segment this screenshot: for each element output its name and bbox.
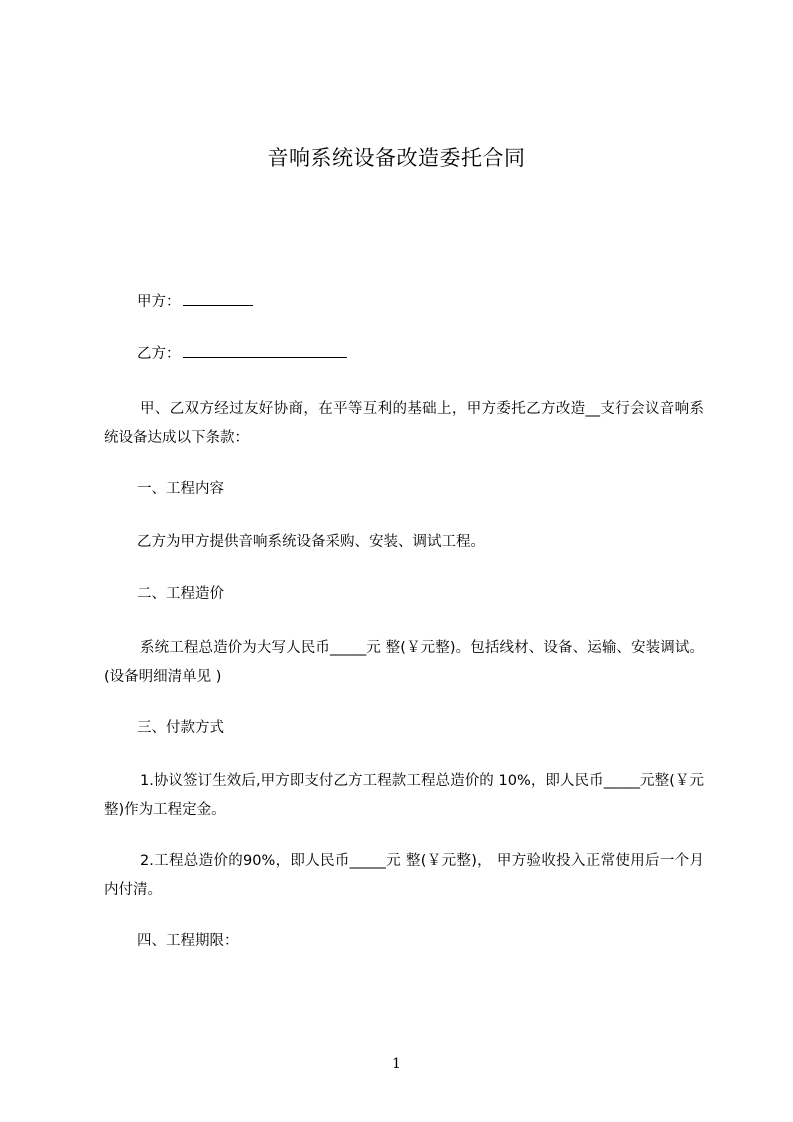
section-1-heading: 一、工程内容 — [137, 481, 224, 497]
section-2-body: 系统工程总造价为大写人民币_____元 整(￥元整)。包括线材、设备、运输、安装调试。(设备明细清单见 ) — [104, 640, 704, 685]
section-4-heading: 四、工程期限： — [137, 933, 239, 949]
party-b-label: 乙方： — [137, 346, 181, 362]
party-a-line — [137, 290, 253, 314]
party-a-label: 甲方： — [137, 294, 181, 310]
party-b-blank — [183, 343, 347, 358]
party-b-line — [137, 342, 347, 366]
section-2-heading: 二、工程造价 — [137, 586, 224, 602]
intro-paragraph: 甲、乙双方经过友好协商，在平等互利的基础上，甲方委托乙方改造__支行会议音响系统设备达成以下条款： — [104, 401, 704, 446]
section-3-heading: 三、付款方式 — [137, 720, 224, 736]
section-1-body: 乙方为甲方提供音响系统设备采购、安装、调试工程。 — [137, 534, 485, 550]
page-number: 1 — [392, 1056, 401, 1072]
section-3-item-2: 2.工程总造价的90%，即人民币_____元 整(￥元整)， 甲方验收投入正常使用后一个月内付清。 — [104, 853, 704, 898]
party-a-blank — [183, 291, 253, 306]
section-3-item-1: 1.协议签订生效后,甲方即支付乙方工程款工程总造价的 10%，即人民币_____元整(￥元整)作为工程定金。 — [104, 773, 704, 818]
document-title: 音响系统设备改造委托合同 — [267, 146, 526, 170]
